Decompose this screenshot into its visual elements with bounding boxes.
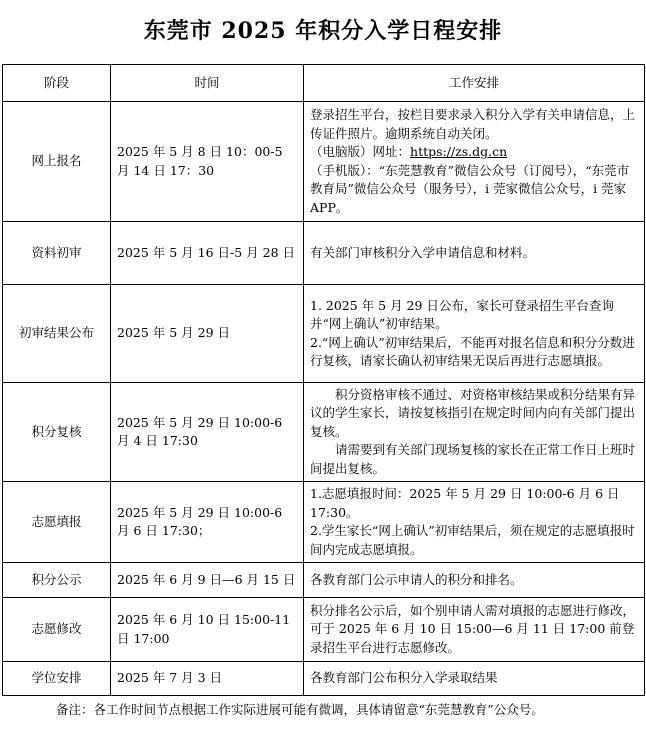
table-row <box>3 482 645 563</box>
table-row <box>3 563 645 598</box>
time-cell: 2025 年 5 月 29 日 <box>111 285 304 383</box>
work-line: 1. 2025 年 5 月 29 日公布，家长可登录招生平台查询并“网上确认”初审结果。 <box>310 297 614 331</box>
work-cell <box>304 285 645 383</box>
work-cell <box>304 598 645 662</box>
work-line: 积分资格审核不通过、对资格审核结果或积分结果有异议的学生家长，请按复核指引在规定时间内向有关部门提出复核。 <box>310 386 636 439</box>
time-cell: 2025 年 6 月 10 日 15:00-11 日 17:00 <box>111 598 304 662</box>
work-cell <box>304 102 645 222</box>
work-cell <box>304 662 645 696</box>
work-cell <box>304 563 645 598</box>
time-cell: 2025 年 5 月 16 日-5 月 28 日 <box>111 222 304 285</box>
stage-cell: 积分复核 <box>3 383 111 482</box>
work-line: 2.学生家长“网上确认”初审结果后，须在规定的志愿填报时间内完成志愿填报。 <box>310 523 635 557</box>
table-row <box>3 383 645 482</box>
column-header-stage: 阶段 <box>3 65 111 102</box>
work-cell <box>304 482 645 563</box>
stage-cell: 学位安排 <box>3 662 111 696</box>
footnote: 备注：各工作时间节点根据工作实际进展可能有微调，具体请留意“东莞慧教育”公众号。 <box>56 702 544 717</box>
work-line: （手机版）：“东莞慧教育”微信公众号（订阅号），“东莞市教育局”微信公众号（服务号），i 莞家微信公众号，i 莞家 APP。 <box>310 162 630 215</box>
stage-cell: 初审结果公布 <box>3 285 111 383</box>
work-line: 各教育部门公布积分入学录取结果 <box>310 670 498 686</box>
column-header-work: 工作安排 <box>304 65 645 102</box>
work-line: 积分排名公示后，如个别申请人需对填报的志愿进行修改，可于 2025 年 6 月 10 日 15:00—6 月 11 日 17:00 前登录招生平台进行志愿修改。 <box>310 602 636 655</box>
work-line: 2.“网上确认”初审结果后，不能再对报名信息和积分分数进行复核，请家长确认初审结果无误后再进行志愿填报。 <box>310 334 635 368</box>
work-line: 各教育部门公示申请人的积分和排名。 <box>310 571 523 587</box>
stage-cell: 志愿修改 <box>3 598 111 662</box>
work-line: 有关部门审核积分入学申请信息和材料。 <box>310 244 536 260</box>
table-row <box>3 102 645 222</box>
stage-cell: 志愿填报 <box>3 482 111 563</box>
work-cell <box>304 383 645 482</box>
time-cell: 2025 年 5 月 29 日 10:00-6 月 6 日 17:30； <box>111 482 304 563</box>
page-title: 东莞市 2025 年积分入学日程安排 <box>143 18 503 44</box>
work-line: 请需要到有关部门现场复核的家长在正常工作日上班时间提出复核。 <box>310 442 636 476</box>
work-line: 1.志愿填报时间：2025 年 5 月 29 日 10:00-6 月 6 日 17:30。 <box>310 486 620 520</box>
work-line: 登录招生平台，按栏目要求录入积分入学有关申请信息，上传证件照片。逾期系统自动关闭。 <box>310 107 636 141</box>
time-cell: 2025 年 6 月 9 日—6 月 15 日 <box>111 563 304 598</box>
time-cell: 2025 年 5 月 8 日 10：00-5 月 14 日 17：30 <box>111 102 304 222</box>
table-row <box>3 285 645 383</box>
stage-cell: 积分公示 <box>3 563 111 598</box>
stage-cell: 资料初审 <box>3 222 111 285</box>
table-row <box>3 598 645 662</box>
schedule-table <box>2 64 645 696</box>
website-link[interactable]: https://zs.dg.cn <box>410 144 508 159</box>
work-line <box>310 143 638 162</box>
work-cell <box>304 222 645 285</box>
stage-cell: 网上报名 <box>3 102 111 222</box>
time-cell: 2025 年 5 月 29 日 10:00-6 月 4 日 17:30 <box>111 383 304 482</box>
table-row <box>3 662 645 696</box>
column-header-time: 时间 <box>111 65 304 102</box>
url-label: （电脑版）网址： <box>310 144 411 159</box>
table-header-row <box>3 65 645 102</box>
time-cell: 2025 年 7 月 3 日 <box>111 662 304 696</box>
table-row <box>3 222 645 285</box>
